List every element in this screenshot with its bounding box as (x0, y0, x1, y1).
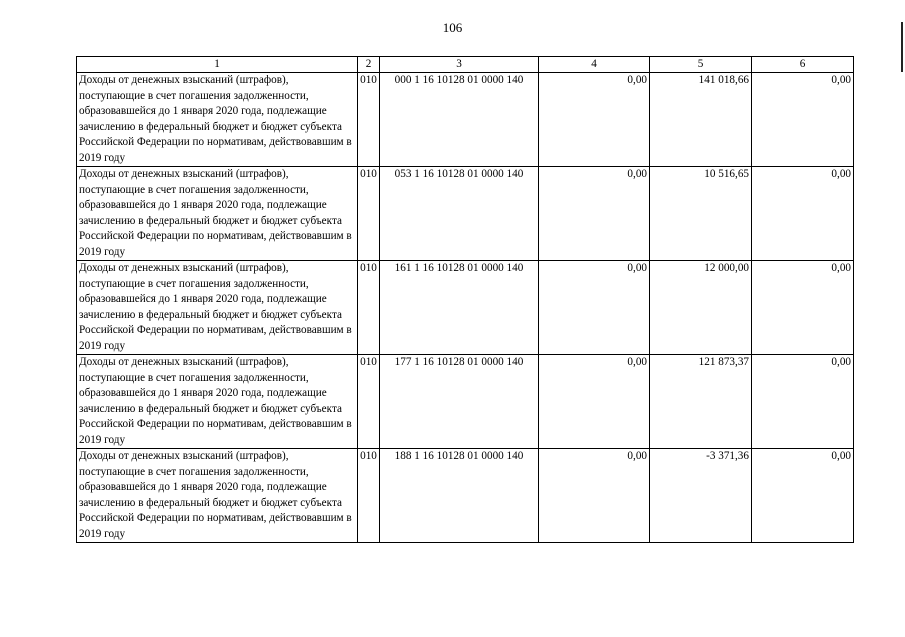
header-col-1: 1 (77, 57, 358, 73)
row-description: Доходы от денежных взысканий (штрафов), поступающие в счет погашения задолженности, образовавшейся до 1 января 2020 года, подлежащие зачислению в федеральный бюджет и бюджет субъекта Российской Федерации по нормативам, действовавшим в 2019 году (77, 73, 358, 167)
row-line-code: 010 (358, 355, 380, 449)
row-kbk-code: 177 1 16 10128 01 0000 140 (380, 355, 539, 449)
budget-table (76, 56, 854, 543)
page-number: 106 (442, 20, 463, 35)
row-col-4-value: 0,00 (539, 449, 650, 543)
row-line-code: 010 (358, 261, 380, 355)
header-col-4: 4 (539, 57, 650, 73)
row-col-6-value: 0,00 (752, 73, 854, 167)
row-col-6-value: 0,00 (752, 261, 854, 355)
row-col-4-value: 0,00 (539, 167, 650, 261)
row-line-code: 010 (358, 449, 380, 543)
row-col-6-value: 0,00 (752, 355, 854, 449)
header-row (77, 57, 854, 73)
row-description: Доходы от денежных взысканий (штрафов), поступающие в счет погашения задолженности, образовавшейся до 1 января 2020 года, подлежащие зачислению в федеральный бюджет и бюджет субъекта Российской Федерации по нормативам, действовавшим в 2019 году (77, 167, 358, 261)
row-col-5-value: 12 000,00 (650, 261, 752, 355)
row-col-5-value: 141 018,66 (650, 73, 752, 167)
row-line-code: 010 (358, 167, 380, 261)
table-row (77, 261, 854, 355)
row-description: Доходы от денежных взысканий (штрафов), поступающие в счет погашения задолженности, образовавшейся до 1 января 2020 года, подлежащие зачислению в федеральный бюджет и бюджет субъекта Российской Федерации по нормативам, действовавшим в 2019 году (77, 261, 358, 355)
row-col-6-value: 0,00 (752, 449, 854, 543)
row-col-6-value: 0,00 (752, 167, 854, 261)
row-line-code: 010 (358, 73, 380, 167)
row-kbk-code: 000 1 16 10128 01 0000 140 (380, 73, 539, 167)
header-col-5: 5 (650, 57, 752, 73)
table-row (77, 73, 854, 167)
row-kbk-code: 053 1 16 10128 01 0000 140 (380, 167, 539, 261)
row-col-4-value: 0,00 (539, 73, 650, 167)
row-col-5-value: 10 516,65 (650, 167, 752, 261)
table-row (77, 355, 854, 449)
row-description: Доходы от денежных взысканий (штрафов), поступающие в счет погашения задолженности, образовавшейся до 1 января 2020 года, подлежащие зачислению в федеральный бюджет и бюджет субъекта Российской Федерации по нормативам, действовавшим в 2019 году (77, 449, 358, 543)
row-description: Доходы от денежных взысканий (штрафов), поступающие в счет погашения задолженности, образовавшейся до 1 января 2020 года, подлежащие зачислению в федеральный бюджет и бюджет субъекта Российской Федерации по нормативам, действовавшим в 2019 году (77, 355, 358, 449)
row-col-4-value: 0,00 (539, 261, 650, 355)
header-col-6: 6 (752, 57, 854, 73)
table-row (77, 167, 854, 261)
table-row (77, 449, 854, 543)
row-col-5-value: 121 873,37 (650, 355, 752, 449)
row-col-5-value: -3 371,36 (650, 449, 752, 543)
header-col-2: 2 (358, 57, 380, 73)
header-col-3: 3 (380, 57, 539, 73)
row-kbk-code: 188 1 16 10128 01 0000 140 (380, 449, 539, 543)
row-col-4-value: 0,00 (539, 355, 650, 449)
page-edge-mark (901, 22, 903, 72)
row-kbk-code: 161 1 16 10128 01 0000 140 (380, 261, 539, 355)
